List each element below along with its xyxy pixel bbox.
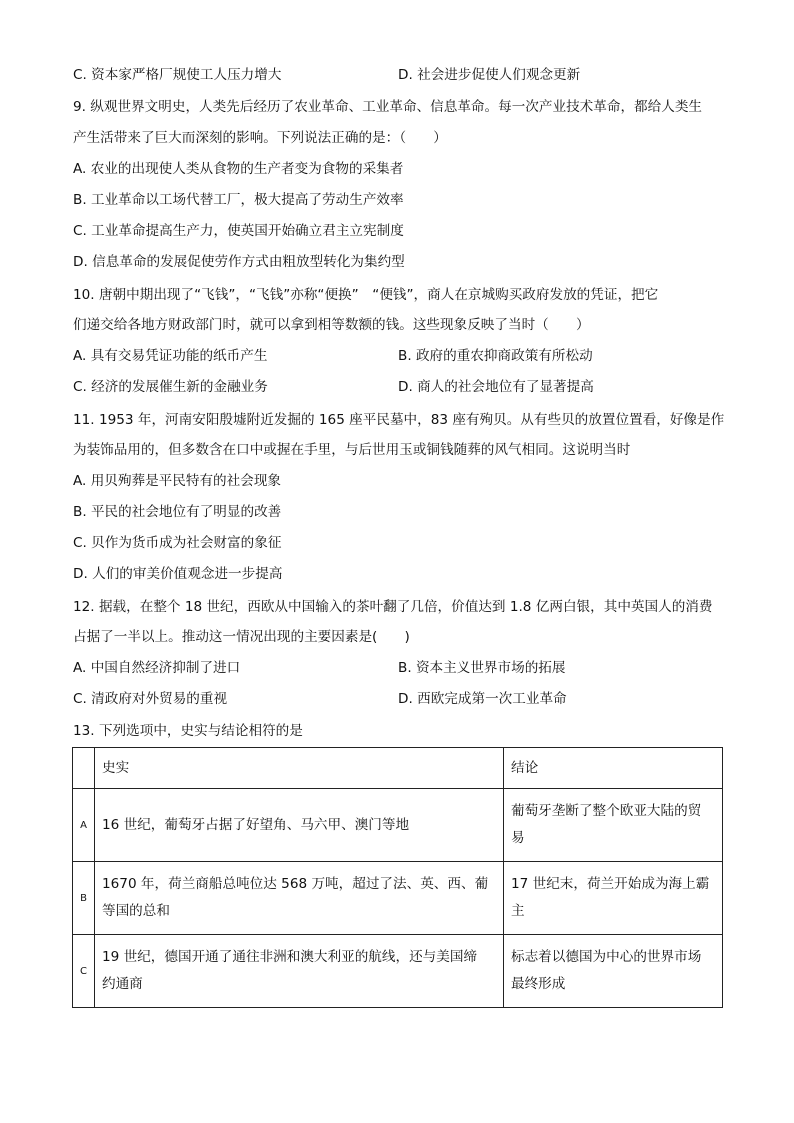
q9-option-d: D. 信息革命的发展促使劳作方式由粗放型转化为集约型 — [73, 254, 405, 270]
q11-stem-line-1: 11. 1953 年，河南安阳殷墟附近发掘的 165 座平民墓中，83 座有殉贝。从有些贝的放置位置看，好像是作 — [73, 412, 725, 428]
header-label-cell — [73, 748, 95, 789]
q10-stem-line-1: 10. 唐朝中期出现了“飞钱”，“飞钱”亦称“便换” “便钱”，商人在京城购买政府发放的凭证，把它 — [73, 287, 659, 303]
q8-option-c: C. 资本家严格厂规使工人压力增大 — [73, 67, 282, 83]
q9-stem-line-1: 9. 纵观世界文明史，人类先后经历了农业革命、工业革命、信息革命。每一次产业技术革命，都给人类生 — [73, 99, 703, 115]
fact-line: 等国的总和 — [102, 903, 170, 919]
q12-option-c: C. 清政府对外贸易的重视 — [73, 691, 228, 707]
q9-option-c: C. 工业革命提高生产力，使英国开始确立君主立宪制度 — [73, 223, 404, 239]
q9-stem-line-2: 产生活带来了巨大而深刻的影响。下列说法正确的是：（ ） — [73, 130, 447, 146]
q8-option-d: D. 社会进步促使人们观念更新 — [398, 67, 581, 83]
q12-stem-line-1: 12. 据载，在整个 18 世纪，西欧从中国输入的茶叶翻了几倍，价值达到 1.8 亿两白银，其中英国人的消费 — [73, 599, 713, 615]
table-row — [73, 789, 723, 862]
conclusion-line: 易 — [511, 830, 525, 846]
q10-option-a: A. 具有交易凭证功能的纸币产生 — [73, 348, 268, 364]
q11-stem-line-2: 为装饰品用的，但多数含在口中或握在手里，与后世用玉或铜钱随葬的风气相同。这说明当时 — [73, 442, 631, 458]
q10-option-d: D. 商人的社会地位有了显著提高 — [398, 379, 594, 395]
fact-line: 16 世纪，葡萄牙占据了好望角、马六甲、澳门等地 — [102, 816, 410, 833]
row-fact — [95, 862, 504, 935]
row-label: A — [73, 789, 95, 862]
conclusion-line: 标志着以德国为中心的世界市场 — [511, 949, 702, 965]
header-fact: 史实 — [95, 748, 504, 789]
fact-line: 19 世纪，德国开通了通往非洲和澳大利亚的航线，还与美国缔 — [102, 949, 478, 965]
q11-option-a: A. 用贝殉葬是平民特有的社会现象 — [73, 473, 282, 489]
q12-option-b: B. 资本主义世界市场的拓展 — [398, 660, 566, 676]
table-row — [73, 862, 723, 935]
q10-option-c: C. 经济的发展催生新的金融业务 — [73, 379, 268, 395]
table-header-row — [73, 748, 723, 789]
row-label: B — [73, 862, 95, 935]
header-conclusion: 结论 — [504, 748, 723, 789]
conclusion-line: 主 — [511, 903, 525, 919]
q11-option-c: C. 贝作为货币成为社会财富的象征 — [73, 535, 282, 551]
row-fact — [95, 935, 504, 1008]
fact-line: 1670 年，荷兰商船总吨位达 568 万吨，超过了法、英、西、葡 — [102, 876, 489, 892]
row-fact — [95, 789, 504, 862]
q12-option-d: D. 西欧完成第一次工业革命 — [398, 691, 567, 707]
q10-option-b: B. 政府的重农抑商政策有所松动 — [398, 348, 593, 364]
conclusion-line: 最终形成 — [511, 976, 566, 992]
q12-stem-line-2: 占据了一半以上。推动这一情况出现的主要因素是( ) — [73, 629, 410, 645]
row-conclusion — [504, 789, 723, 862]
row-conclusion — [504, 935, 723, 1008]
q10-stem-line-2: 们递交给各地方财政部门时，就可以拿到相等数额的钱。这些现象反映了当时（ ） — [73, 317, 590, 333]
row-conclusion — [504, 862, 723, 935]
conclusion-line: 葡萄牙垄断了整个欧亚大陆的贸 — [511, 803, 702, 819]
q13-stem: 13. 下列选项中，史实与结论相符的是 — [73, 723, 303, 739]
conclusion-line: 17 世纪末，荷兰开始成为海上霸 — [511, 876, 710, 892]
row-label: C — [73, 935, 95, 1008]
fact-line: 约通商 — [102, 976, 143, 992]
q11-option-b: B. 平民的社会地位有了明显的改善 — [73, 504, 282, 520]
q9-option-b: B. 工业革命以工场代替工厂，极大提高了劳动生产效率 — [73, 192, 404, 208]
q12-option-a: A. 中国自然经济抑制了进口 — [73, 660, 241, 676]
q11-option-d: D. 人们的审美价值观念进一步提高 — [73, 566, 283, 582]
q9-option-a: A. 农业的出现使人类从食物的生产者变为食物的采集者 — [73, 161, 404, 177]
q13-fact-conclusion-table — [72, 747, 723, 1008]
table-row — [73, 935, 723, 1008]
